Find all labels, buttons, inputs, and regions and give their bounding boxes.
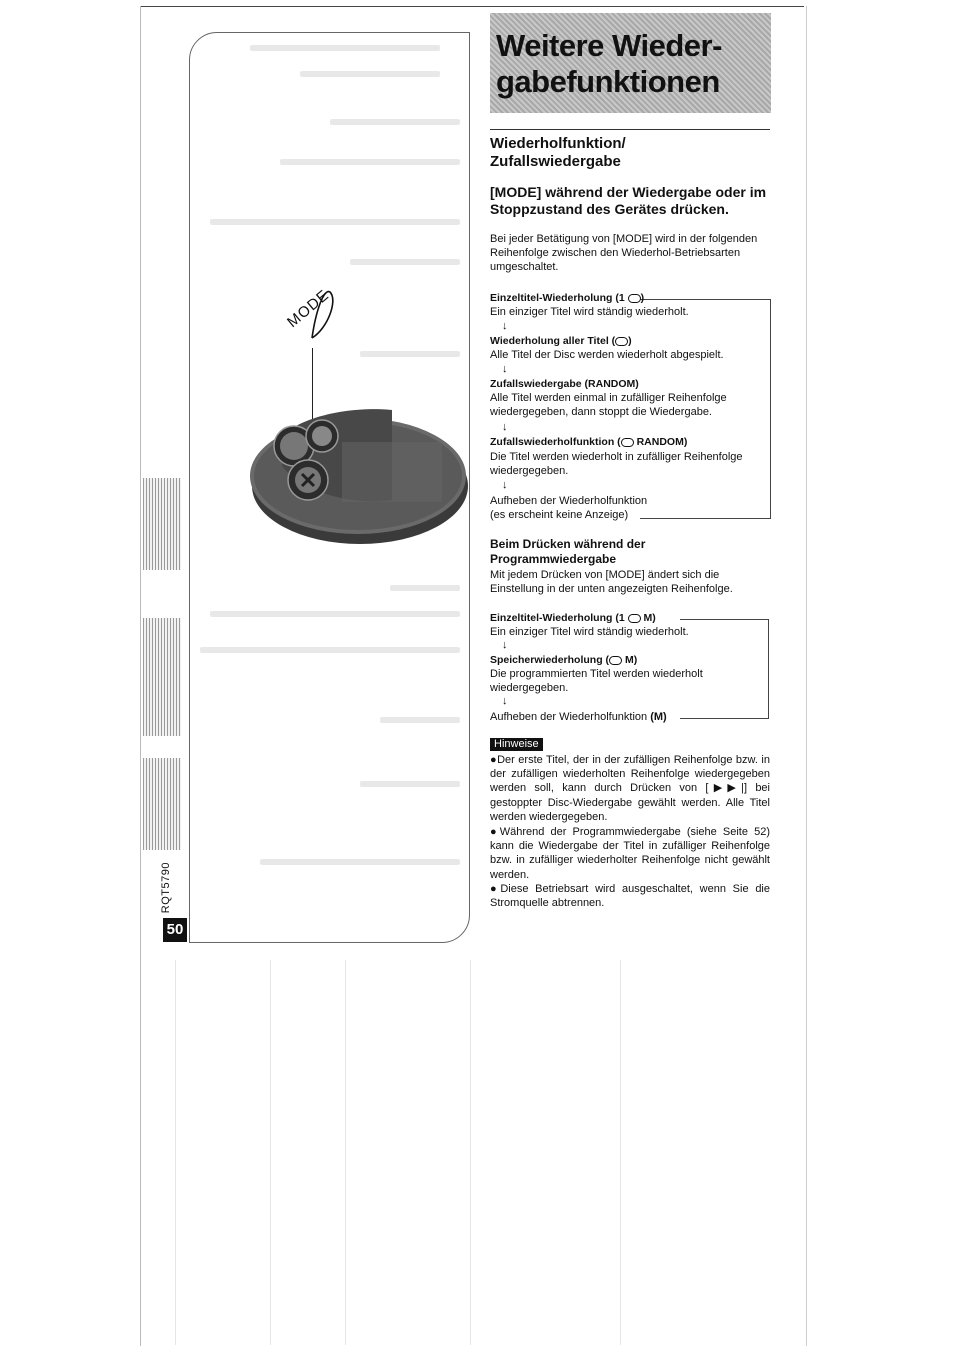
bleed-through bbox=[360, 781, 460, 787]
repeat-icon bbox=[615, 337, 628, 346]
scan-artifact bbox=[143, 478, 181, 570]
bleed-through bbox=[210, 219, 460, 225]
scan-guide-line bbox=[270, 960, 271, 1345]
note-item: ●Der erste Titel, der in der zufälligen Reihenfolge bzw. in der zufälligen wiederholten Reihenfolge wiedergegeben werden soll, kann durch Drücken von [▶▶|] bei gestoppter Disc-Wiedergabe gewählt werden. Alle Titel werden wiedergegeben. bbox=[490, 754, 770, 823]
down-arrow-icon: ↓ bbox=[502, 363, 508, 375]
note-item: ●Diese Betriebsart wird ausgeschaltet, wenn Sie die Stromquelle abtrennen. bbox=[490, 883, 770, 910]
scan-guide-line bbox=[345, 960, 346, 1345]
mode-description: Die programmierten Titel werden wiederholt wiedergegeben. bbox=[490, 668, 703, 695]
bleed-through bbox=[200, 647, 460, 653]
page-title: Weitere Wieder-gabefunktionen bbox=[496, 28, 722, 99]
repeat-icon bbox=[628, 614, 641, 623]
model-code: RQT5790 bbox=[160, 862, 172, 914]
bleed-through bbox=[350, 259, 460, 265]
heading-rule bbox=[490, 129, 770, 130]
label-text: M) bbox=[640, 612, 656, 624]
pointer-curve bbox=[300, 290, 350, 350]
page-number: 50 bbox=[163, 918, 187, 942]
mode-single-repeat-label bbox=[490, 292, 644, 305]
section-heading-line1: Wiederholfunktion/ bbox=[490, 135, 626, 152]
down-arrow-icon: ↓ bbox=[502, 479, 508, 491]
scan-guide-line bbox=[175, 960, 176, 1345]
mode-description: Alle Titel werden einmal in zufälliger Reihenfolge wiedergegeben, dann stoppt die Wiedergabe. bbox=[490, 392, 727, 419]
scan-guide-line bbox=[470, 960, 471, 1345]
bleed-through bbox=[280, 159, 460, 165]
mode-description: Die Titel werden wiederholt in zufälliger Reihenfolge wiedergegeben. bbox=[490, 451, 743, 478]
label-text: Wiederholung aller Titel ( bbox=[490, 335, 616, 347]
section-heading bbox=[490, 135, 770, 171]
mode-all-repeat-label bbox=[490, 335, 632, 348]
mode-cancel bbox=[490, 494, 772, 522]
label-text: Speicherwiederholung ( bbox=[490, 654, 610, 666]
bleed-through bbox=[300, 71, 440, 77]
right-edge-line bbox=[806, 6, 807, 1346]
cd-player-illustration bbox=[242, 402, 468, 548]
label-text: Zufallswiederholfunktion ( bbox=[490, 436, 621, 448]
bleed-through bbox=[250, 45, 440, 51]
mode-random-label bbox=[490, 378, 639, 391]
bleed-through bbox=[210, 611, 460, 617]
scan-artifact bbox=[143, 758, 181, 850]
bleed-through bbox=[260, 859, 460, 865]
bleed-through bbox=[390, 585, 460, 591]
instruction-heading: [MODE] während der Wiedergabe oder im Stoppzustand des Gerätes drücken. bbox=[490, 184, 767, 217]
top-rule bbox=[140, 6, 804, 7]
label-text: ) bbox=[628, 335, 632, 347]
intro-paragraph: Bei jeder Betätigung von [MODE] wird in der folgenden Reihenfolge zwischen den Wiederhol-Betriebsarten umgeschaltet. bbox=[490, 233, 758, 274]
bleed-through bbox=[360, 351, 460, 357]
mode-cancel-line2: (es erscheint keine Anzeige) bbox=[490, 509, 629, 522]
program-intro: Mit jedem Drücken von [MODE] ändert sich die Einstellung in der unten angezeigten Reihenfolge. bbox=[490, 569, 733, 596]
scan-artifact bbox=[143, 618, 181, 736]
program-cancel-text: Aufheben der Wiederholfunktion bbox=[490, 711, 651, 723]
mode-description: Ein einziger Titel wird ständig wiederholt. bbox=[490, 306, 689, 318]
section-heading-line2: Zufallswiedergabe bbox=[490, 153, 621, 170]
notes-heading: Hinweise bbox=[490, 738, 543, 751]
mode-button-label: MODE bbox=[284, 286, 333, 332]
label-text: ) bbox=[640, 292, 645, 304]
mode-cancel-line1: Aufheben der Wiederholfunktion bbox=[490, 495, 648, 507]
repeat-icon bbox=[609, 656, 622, 665]
program-memory-repeat-label bbox=[490, 654, 637, 667]
down-arrow-icon: ↓ bbox=[502, 421, 508, 433]
mode-description: Alle Titel der Disc werden wiederholt abgespielt. bbox=[490, 349, 724, 361]
label-text: Zufallswiedergabe (RANDOM) bbox=[490, 378, 639, 390]
program-cancel-indicator: (M) bbox=[650, 711, 667, 723]
program-single-repeat-label bbox=[490, 612, 656, 625]
repeat-icon bbox=[621, 438, 634, 447]
program-cancel bbox=[490, 710, 772, 724]
label-text: RANDOM) bbox=[633, 436, 688, 448]
left-edge-line bbox=[140, 6, 141, 1346]
mode-random-repeat-label bbox=[490, 436, 687, 449]
label-text: Einzeltitel-Wiederholung (1 bbox=[490, 612, 628, 624]
label-text: Einzeltitel-Wiederholung (1 bbox=[490, 292, 628, 304]
note-item: ●Während der Programmwiedergabe (siehe Seite 52) kann die Wiedergabe der Titel in zufälliger Reihenfolge bzw. in zufälliger wiederholter Reihenfolge nicht gewählt werden. bbox=[490, 826, 770, 881]
down-arrow-icon: ↓ bbox=[502, 320, 508, 332]
label-text: M) bbox=[622, 654, 638, 666]
scan-guide-line bbox=[620, 960, 621, 1345]
repeat-icon bbox=[628, 294, 641, 303]
bleed-through bbox=[380, 717, 460, 723]
down-arrow-icon: ↓ bbox=[502, 639, 508, 651]
down-arrow-icon: ↓ bbox=[502, 695, 508, 707]
program-heading: Beim Drücken während der Programmwiedergabe bbox=[490, 537, 646, 566]
mode-description: Ein einziger Titel wird ständig wiederholt. bbox=[490, 626, 689, 638]
bleed-through bbox=[330, 119, 460, 125]
